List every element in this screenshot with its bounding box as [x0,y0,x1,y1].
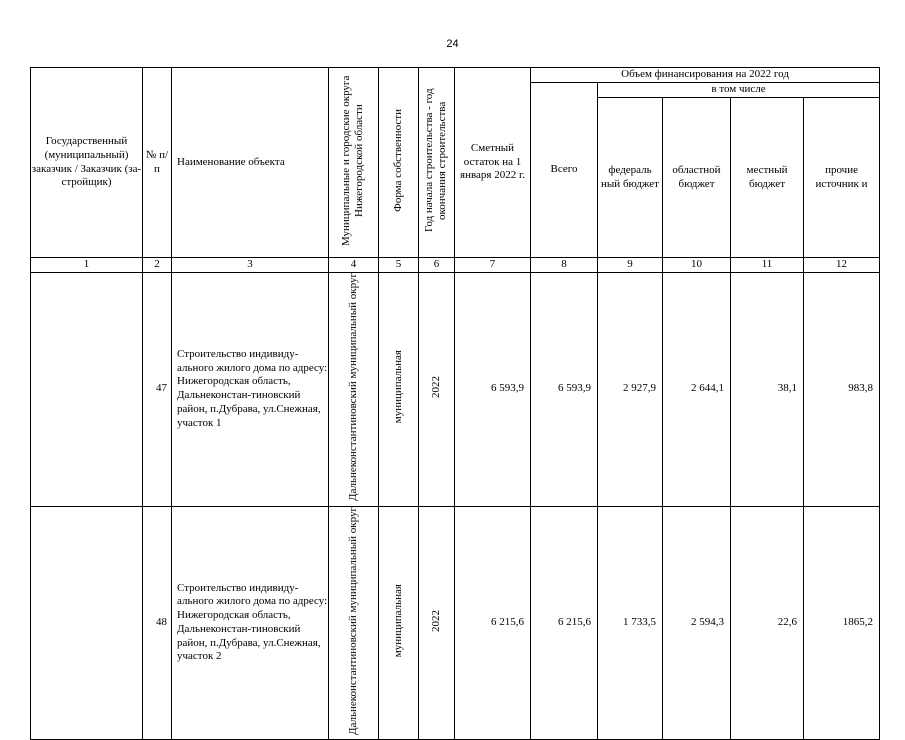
header-municipality [329,68,379,258]
column-number: 11 [731,258,804,273]
row-years-text: 2022 [429,609,442,632]
row-ownership [379,506,419,740]
header-including: в том числе [598,83,880,98]
header-estimate: Сметный остаток на 1 января 2022 г. [455,68,531,258]
row-ownership-text: муниципальная [391,583,404,658]
column-number: 4 [329,258,379,273]
row-municipality [329,506,379,740]
row-regional: 2 594,3 [663,506,731,740]
column-number: 3 [172,258,329,273]
header-row-1 [31,68,880,83]
header-ownership [379,68,419,258]
row-number: 48 [143,506,172,740]
column-number: 8 [531,258,598,273]
header-customer: Государственный (муниципальный) заказчик / Заказчик (за-стройщик) [31,68,143,258]
row-municipality-text: Дальнеконстантиновский муниципальный округ [346,506,359,735]
header-years [419,68,455,258]
row-object-name: Строительство индивиду-ального жилого дома по адресу: Нижегородская область, Дальнеконстан-тиновский район, п.Дубрава, ул.Снежная, участок 2 [172,506,329,740]
row-estimate: 6 215,6 [455,506,531,740]
row-object-name: Строительство индивиду-ального жилого дома по адресу: Нижегородская область, Дальнеконстан-тиновский район, п.Дубрава, ул.Снежная, участок 1 [172,272,329,506]
header-funding-title: Объем финансирования на 2022 год [531,68,880,83]
column-number: 10 [663,258,731,273]
row-number: 47 [143,272,172,506]
row-total: 6 593,9 [531,272,598,506]
table-row [31,272,880,506]
row-municipality-text: Дальнеконстантиновский муниципальный округ [346,272,359,501]
column-number: 1 [31,258,143,273]
column-number: 5 [379,258,419,273]
header-local: местный бюджет [731,98,804,258]
column-number-row [31,258,880,273]
column-number: 2 [143,258,172,273]
row-other: 1865,2 [804,506,880,740]
column-number: 9 [598,258,663,273]
funding-table [30,67,880,740]
header-other: прочие источник и [804,98,880,258]
header-object-name: Наименование объекта [172,68,329,258]
row-years [419,272,455,506]
column-number: 7 [455,258,531,273]
column-number: 6 [419,258,455,273]
row-estimate: 6 593,9 [455,272,531,506]
row-other: 983,8 [804,272,880,506]
header-ownership-text: Форма собственности [391,108,404,212]
header-number: № п/п [143,68,172,258]
column-number: 12 [804,258,880,273]
row-customer [31,272,143,506]
table-row [31,506,880,740]
row-years-text: 2022 [429,375,442,398]
header-federal: федераль ный бюджет [598,98,663,258]
header-total: Всего [531,83,598,258]
header-municipality-text: Муниципальные и городские округа Нижегородской области [340,74,366,246]
row-years [419,506,455,740]
row-federal: 2 927,9 [598,272,663,506]
row-local: 22,6 [731,506,804,740]
row-total: 6 215,6 [531,506,598,740]
row-regional: 2 644,1 [663,272,731,506]
row-customer [31,506,143,740]
row-ownership [379,272,419,506]
row-municipality [329,272,379,506]
row-ownership-text: муниципальная [391,350,404,424]
header-regional: областной бюджет [663,98,731,258]
header-years-text: Год начала строительства - год окончания строительства [423,88,449,232]
row-local: 38,1 [731,272,804,506]
page-number: 24 [446,38,459,50]
row-federal: 1 733,5 [598,506,663,740]
